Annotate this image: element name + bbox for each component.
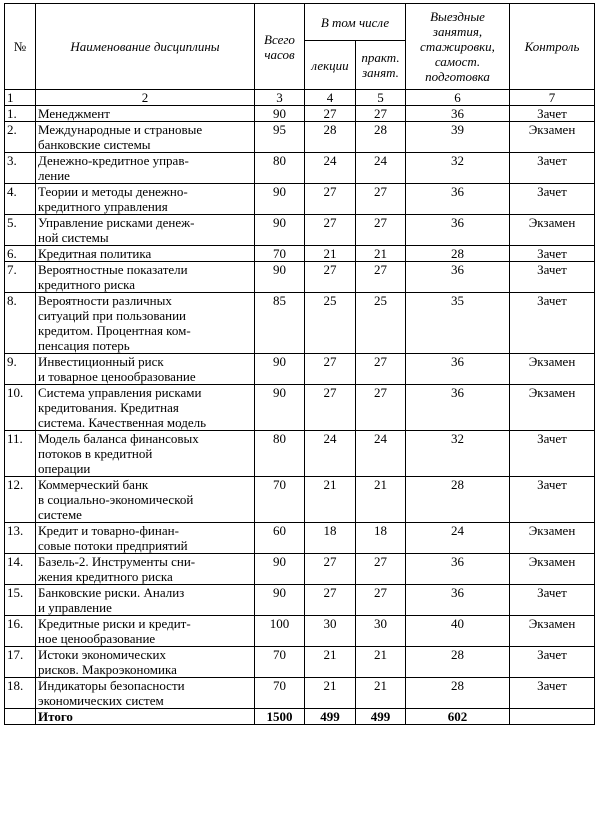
field-work-hours: 32 [406,431,510,477]
totals-label: Итого [36,709,255,725]
control-type: Зачет [510,585,595,616]
row-num: 15. [5,585,36,616]
discipline-name-line: система. Качественная модель [38,415,207,430]
discipline-name-line: Базель-2. Инструменты сни- [38,554,196,569]
control-type: Экзамен [510,385,595,431]
discipline-name-line: Система управления рисками [38,385,202,400]
discipline-name-line: совые потоки предприятий [38,538,188,553]
row-num: 16. [5,616,36,647]
row-num: 5. [5,215,36,246]
discipline-name-line: Кредитные риски и кредит- [38,616,191,631]
lecture-hours: 21 [305,246,356,262]
total-hours: 90 [255,585,305,616]
discipline-name-line: ной системы [38,230,109,245]
totals-practice: 499 [356,709,406,725]
control-type: Зачет [510,106,595,122]
header-practice [356,41,406,90]
discipline-name-line: банковские системы [38,137,151,152]
lecture-hours: 27 [305,262,356,293]
practice-hours: 27 [356,184,406,215]
discipline-name [36,554,255,585]
control-type: Зачет [510,477,595,523]
lecture-hours: 21 [305,477,356,523]
table-row [5,585,595,616]
column-number: 5 [356,90,406,106]
row-num: 9. [5,354,36,385]
table-row [5,523,595,554]
row-num: 6. [5,246,36,262]
totals-lectures: 499 [305,709,356,725]
discipline-name-line: и товарное ценообразование [38,369,196,384]
control-type: Экзамен [510,215,595,246]
discipline-name-line: ситуаций при пользовании [38,308,186,323]
column-number: 3 [255,90,305,106]
header-including: В том числе [305,4,406,41]
table-header [5,4,595,106]
row-num: 3. [5,153,36,184]
header-field-line3: стажировки, [420,39,495,54]
lecture-hours: 24 [305,431,356,477]
discipline-name [36,431,255,477]
practice-hours: 18 [356,523,406,554]
total-hours: 70 [255,477,305,523]
total-hours: 70 [255,647,305,678]
discipline-name [36,523,255,554]
practice-hours: 27 [356,554,406,585]
table-row [5,385,595,431]
discipline-name-line: Вероятностные показатели [38,262,188,277]
lecture-hours: 27 [305,385,356,431]
column-number: 6 [406,90,510,106]
discipline-name-line: экономических систем [38,693,164,708]
total-hours: 90 [255,262,305,293]
field-work-hours: 28 [406,246,510,262]
row-num: 8. [5,293,36,354]
lecture-hours: 30 [305,616,356,647]
discipline-name-line: кредитного риска [38,277,135,292]
practice-hours: 27 [356,385,406,431]
discipline-name-line: ное ценообразование [38,631,156,646]
table-row [5,293,595,354]
control-type: Экзамен [510,554,595,585]
table-row [5,616,595,647]
total-hours: 85 [255,293,305,354]
field-work-hours: 36 [406,385,510,431]
field-work-hours: 28 [406,477,510,523]
header-control: Контроль [510,4,595,90]
discipline-name-line: Международные и страновые [38,122,203,137]
practice-hours: 27 [356,585,406,616]
control-type: Зачет [510,262,595,293]
total-hours: 90 [255,215,305,246]
discipline-name [36,354,255,385]
lecture-hours: 28 [305,122,356,153]
discipline-name [36,246,255,262]
header-field-work [406,4,510,90]
table-row [5,262,595,293]
discipline-name [36,585,255,616]
field-work-hours: 35 [406,293,510,354]
practice-hours: 21 [356,647,406,678]
practice-hours: 25 [356,293,406,354]
field-work-hours: 40 [406,616,510,647]
column-number-row [5,90,595,106]
row-num: 17. [5,647,36,678]
row-num: 2. [5,122,36,153]
discipline-name-line: пенсация потерь [38,338,130,353]
totals-num [5,709,36,725]
discipline-name [36,262,255,293]
practice-hours: 27 [356,215,406,246]
discipline-name [36,293,255,354]
row-num: 7. [5,262,36,293]
practice-hours: 27 [356,262,406,293]
discipline-name [36,616,255,647]
row-num: 11. [5,431,36,477]
control-type: Экзамен [510,122,595,153]
table-row [5,153,595,184]
discipline-name-line: Управление рисками денеж- [38,215,195,230]
discipline-name-line: системе [38,507,82,522]
discipline-name-line: в социально-экономической [38,492,194,507]
discipline-name-line: кредитом. Процентная ком- [38,323,191,338]
discipline-name-line: рисков. Макроэкономика [38,662,177,677]
column-number: 4 [305,90,356,106]
field-work-hours: 36 [406,354,510,385]
totals-total-hours: 1500 [255,709,305,725]
total-hours: 90 [255,184,305,215]
row-num: 13. [5,523,36,554]
lecture-hours: 21 [305,647,356,678]
row-num: 14. [5,554,36,585]
total-hours: 90 [255,354,305,385]
header-field-line5: подготовка [425,69,490,84]
field-work-hours: 36 [406,215,510,246]
field-work-hours: 39 [406,122,510,153]
control-type: Зачет [510,678,595,709]
table-row [5,122,595,153]
discipline-name [36,106,255,122]
discipline-name [36,385,255,431]
discipline-name-line: Банковские риски. Анализ [38,585,185,600]
discipline-name-line: потоков в кредитной [38,446,153,461]
row-num: 4. [5,184,36,215]
header-practice-line2: занят. [362,65,399,80]
header-field-line1: Выездные [430,9,485,24]
table-body [5,106,595,709]
table-row [5,215,595,246]
control-type: Зачет [510,184,595,215]
practice-hours: 21 [356,678,406,709]
header-lectures: лекции [305,41,356,90]
total-hours: 100 [255,616,305,647]
discipline-name-line: и управление [38,600,112,615]
lecture-hours: 27 [305,354,356,385]
lecture-hours: 27 [305,184,356,215]
control-type: Зачет [510,246,595,262]
discipline-name-line: Вероятности различных [38,293,172,308]
lecture-hours: 21 [305,678,356,709]
table-row [5,647,595,678]
discipline-name-line: Истоки экономических [38,647,166,662]
practice-hours: 21 [356,246,406,262]
field-work-hours: 36 [406,106,510,122]
row-num: 10. [5,385,36,431]
row-num: 1. [5,106,36,122]
practice-hours: 21 [356,477,406,523]
table-row [5,477,595,523]
field-work-hours: 36 [406,262,510,293]
discipline-name-line: кредитного управления [38,199,168,214]
control-type: Зачет [510,431,595,477]
header-discipline-name: Наименование дисциплины [36,4,255,90]
practice-hours: 24 [356,431,406,477]
control-type: Экзамен [510,354,595,385]
total-hours: 80 [255,431,305,477]
discipline-name-line: Кредитная политика [38,246,152,261]
field-work-hours: 36 [406,184,510,215]
total-hours: 60 [255,523,305,554]
discipline-name [36,647,255,678]
header-num: № [5,4,36,90]
table-row [5,354,595,385]
totals-control [510,709,595,725]
field-work-hours: 24 [406,523,510,554]
header-field-line4: самост. [434,54,481,69]
control-type: Экзамен [510,523,595,554]
column-number: 1 [5,90,36,106]
total-hours: 80 [255,153,305,184]
practice-hours: 27 [356,354,406,385]
header-total-hours [255,4,305,90]
field-work-hours: 36 [406,554,510,585]
control-type: Зачет [510,293,595,354]
discipline-name-line: Менеджмент [38,106,110,121]
header-total-hours-line2: часов [264,46,295,62]
field-work-hours: 28 [406,678,510,709]
lecture-hours: 18 [305,523,356,554]
column-number: 2 [36,90,255,106]
discipline-name-line: Кредит и товарно-финан- [38,523,179,538]
discipline-name [36,153,255,184]
total-hours: 70 [255,678,305,709]
discipline-name-line: Коммерческий банк [38,477,149,492]
discipline-name [36,215,255,246]
discipline-name [36,477,255,523]
lecture-hours: 27 [305,585,356,616]
header-field-line2: занятия, [432,24,483,39]
table-row [5,184,595,215]
control-type: Зачет [510,647,595,678]
row-num: 18. [5,678,36,709]
lecture-hours: 25 [305,293,356,354]
column-number: 7 [510,90,595,106]
table-row [5,554,595,585]
practice-hours: 30 [356,616,406,647]
lecture-hours: 27 [305,554,356,585]
lecture-hours: 27 [305,215,356,246]
discipline-name [36,184,255,215]
table-row [5,246,595,262]
totals-row [5,709,595,725]
field-work-hours: 32 [406,153,510,184]
curriculum-table [4,3,595,725]
field-work-hours: 36 [406,585,510,616]
row-num: 12. [5,477,36,523]
total-hours: 90 [255,554,305,585]
discipline-name-line: Денежно-кредитное управ- [38,153,189,168]
lecture-hours: 27 [305,106,356,122]
control-type: Зачет [510,153,595,184]
header-total-hours-line1: Всего [264,31,295,47]
field-work-hours: 28 [406,647,510,678]
discipline-name-line: операции [38,461,91,476]
discipline-name [36,122,255,153]
discipline-name [36,678,255,709]
total-hours: 90 [255,106,305,122]
lecture-hours: 24 [305,153,356,184]
discipline-name-line: ление [38,168,70,183]
discipline-name-line: Теории и методы денежно- [38,184,188,199]
header-practice-line1: практ. [361,50,400,65]
practice-hours: 24 [356,153,406,184]
table-row [5,431,595,477]
control-type: Экзамен [510,616,595,647]
total-hours: 95 [255,122,305,153]
totals-field-work: 602 [406,709,510,725]
discipline-name-line: кредитования. Кредитная [38,400,179,415]
practice-hours: 28 [356,122,406,153]
discipline-name-line: Модель баланса финансовых [38,431,199,446]
total-hours: 90 [255,385,305,431]
discipline-name-line: жения кредитного риска [38,569,173,584]
practice-hours: 27 [356,106,406,122]
total-hours: 70 [255,246,305,262]
table-row [5,106,595,122]
discipline-name-line: Инвестиционный риск [38,354,164,369]
table-row [5,678,595,709]
discipline-name-line: Индикаторы безопасности [38,678,185,693]
